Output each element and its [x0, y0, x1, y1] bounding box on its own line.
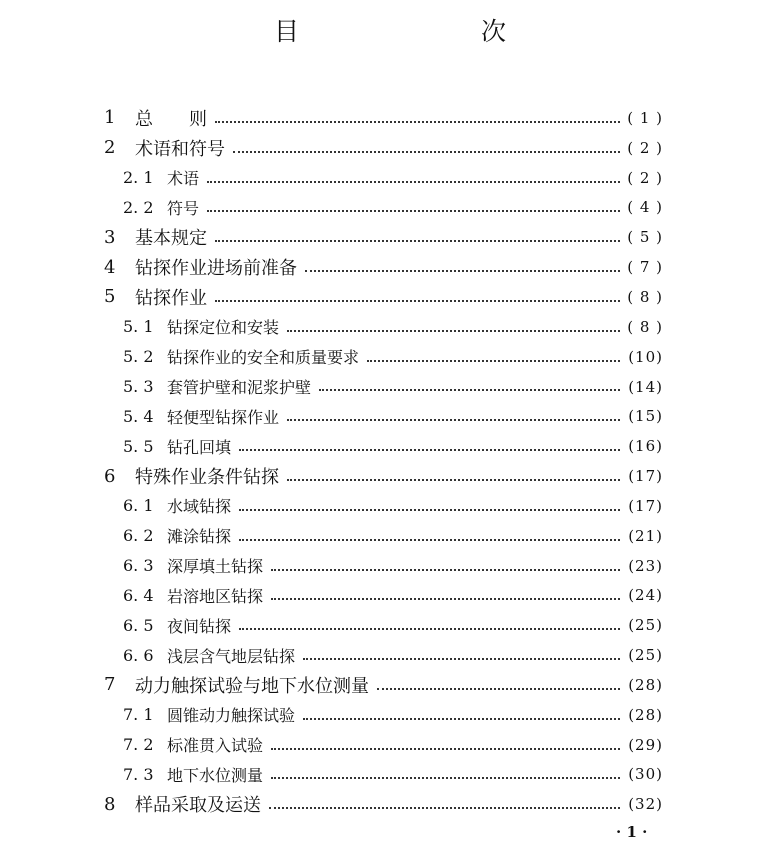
- toc-leader-dots: [367, 360, 620, 362]
- toc-entry-title: 标准贯入试验: [167, 736, 264, 756]
- toc-entry[interactable]: [0, 610, 780, 640]
- toc-entry[interactable]: [0, 103, 780, 133]
- toc-entry[interactable]: [0, 282, 780, 312]
- toc-entry-title: 夜间钻探: [167, 616, 232, 636]
- toc-leader-dots: [233, 151, 620, 153]
- toc-entry-number: 6. 6: [123, 645, 154, 665]
- toc-entry-title: 总 则: [135, 108, 207, 130]
- toc-entry-number: 7. 1: [123, 705, 154, 725]
- toc-entry-title: 地下水位测量: [167, 765, 264, 785]
- toc-entry-title: 钻孔回填: [167, 437, 232, 457]
- toc-entry[interactable]: [0, 312, 780, 342]
- toc-entry-page: (28): [628, 705, 663, 724]
- toc-leader-dots: [271, 748, 620, 750]
- toc-entry-title: 符号: [167, 198, 200, 218]
- toc-entry-number: 6. 4: [123, 585, 154, 605]
- toc-entry-page: (29): [628, 735, 663, 754]
- toc-leader-dots: [305, 270, 620, 272]
- toc-leader-dots: [239, 449, 620, 451]
- toc-entry[interactable]: [0, 401, 780, 431]
- toc-entry-page: ( 4 ): [627, 198, 663, 217]
- toc-leader-dots: [269, 807, 620, 809]
- toc-entry-page: ( 2 ): [627, 168, 663, 187]
- toc-leader-dots: [207, 210, 620, 212]
- toc-leader-dots: [271, 569, 620, 571]
- toc-entry-page: ( 5 ): [627, 228, 663, 247]
- toc-entry-number: 1: [104, 107, 116, 129]
- toc-entry[interactable]: [0, 789, 780, 819]
- toc-entry[interactable]: [0, 222, 780, 252]
- toc-entry-number: 3: [104, 226, 116, 248]
- toc-leader-dots: [319, 389, 620, 391]
- toc-entry-number: 5. 4: [123, 406, 154, 426]
- toc-entry-title: 圆锥动力触探试验: [167, 706, 296, 726]
- table-of-contents: [0, 103, 780, 819]
- toc-entry-number: 6. 3: [123, 556, 154, 576]
- toc-entry[interactable]: [0, 491, 780, 521]
- toc-leader-dots: [271, 777, 620, 779]
- toc-leader-dots: [239, 539, 620, 541]
- toc-leader-dots: [377, 688, 620, 690]
- toc-leader-dots: [215, 300, 620, 302]
- page-number-footer: · 1 ·: [616, 823, 648, 841]
- toc-entry[interactable]: [0, 700, 780, 730]
- toc-entry[interactable]: [0, 760, 780, 790]
- toc-entry-page: (30): [628, 765, 663, 784]
- toc-entry[interactable]: [0, 193, 780, 223]
- toc-entry-title: 浅层含气地层钻探: [167, 646, 296, 666]
- toc-entry-page: ( 2 ): [627, 138, 663, 157]
- toc-entry-title: 钻探作业进场前准备: [135, 258, 297, 280]
- toc-entry-title: 钻探作业: [135, 287, 207, 309]
- toc-entry-title: 深厚填土钻探: [167, 557, 264, 577]
- toc-leader-dots: [239, 509, 620, 511]
- toc-entry-number: 6. 2: [123, 526, 154, 546]
- toc-leader-dots: [303, 658, 620, 660]
- page-title: 目 次: [273, 17, 550, 46]
- toc-entry-number: 5. 1: [123, 317, 154, 337]
- toc-entry-number: 5: [104, 286, 116, 308]
- toc-entry-page: (17): [628, 496, 663, 515]
- toc-leader-dots: [239, 628, 620, 630]
- toc-entry[interactable]: [0, 372, 780, 402]
- toc-entry-number: 5. 3: [123, 377, 154, 397]
- toc-entry-page: (15): [628, 407, 663, 426]
- toc-entry-title: 水域钻探: [167, 497, 232, 517]
- toc-leader-dots: [271, 598, 620, 600]
- toc-entry-title: 滩涂钻探: [167, 527, 232, 547]
- toc-entry-page: ( 1 ): [627, 108, 663, 127]
- toc-leader-dots: [287, 479, 620, 481]
- toc-entry-title: 钻探作业的安全和质量要求: [167, 348, 360, 368]
- toc-entry-page: ( 7 ): [627, 258, 663, 277]
- toc-entry-title: 特殊作业条件钻探: [135, 467, 279, 489]
- toc-entry[interactable]: [0, 551, 780, 581]
- toc-entry[interactable]: [0, 640, 780, 670]
- toc-entry-number: 6: [104, 465, 116, 487]
- toc-entry-page: (25): [628, 616, 663, 635]
- toc-entry-title: 套管护壁和泥浆护壁: [167, 378, 312, 398]
- toc-leader-dots: [287, 330, 620, 332]
- toc-entry-number: 8: [104, 793, 116, 815]
- toc-entry-page: ( 8 ): [627, 287, 663, 306]
- toc-entry-title: 轻便型钻探作业: [167, 407, 280, 427]
- toc-entry-title: 术语: [167, 169, 200, 189]
- toc-entry-page: (28): [628, 675, 663, 694]
- toc-entry-number: 7. 3: [123, 764, 154, 784]
- toc-entry-title: 岩溶地区钻探: [167, 586, 264, 606]
- toc-entry[interactable]: [0, 342, 780, 372]
- toc-entry-number: 5. 2: [123, 347, 154, 367]
- toc-leader-dots: [207, 181, 620, 183]
- toc-entry-page: (25): [628, 646, 663, 665]
- toc-entry[interactable]: [0, 670, 780, 700]
- toc-entry-page: (32): [628, 795, 663, 814]
- toc-entry-title: 动力触探试验与地下水位测量: [135, 675, 369, 697]
- toc-entry-page: (14): [628, 377, 663, 396]
- toc-entry[interactable]: [0, 431, 780, 461]
- toc-leader-dots: [303, 718, 620, 720]
- toc-entry-number: 7. 2: [123, 735, 154, 755]
- toc-entry-title: 基本规定: [135, 228, 207, 250]
- toc-entry-page: (17): [628, 467, 663, 486]
- toc-entry[interactable]: [0, 163, 780, 193]
- toc-entry-title: 术语和符号: [135, 138, 225, 160]
- toc-entry-page: (21): [628, 526, 663, 545]
- toc-entry-page: (10): [628, 347, 663, 366]
- toc-entry-number: 4: [104, 256, 116, 278]
- toc-entry[interactable]: [0, 521, 780, 551]
- toc-entry-page: (16): [628, 437, 663, 456]
- toc-entry-page: ( 8 ): [627, 317, 663, 336]
- toc-entry[interactable]: [0, 581, 780, 611]
- toc-entry-number: 5. 5: [123, 436, 154, 456]
- toc-entry[interactable]: [0, 730, 780, 760]
- toc-entry[interactable]: [0, 461, 780, 491]
- toc-entry-number: 7: [104, 674, 116, 696]
- toc-entry-page: (23): [628, 556, 663, 575]
- toc-entry-page: (24): [628, 586, 663, 605]
- toc-entry-number: 6. 5: [123, 615, 154, 635]
- toc-entry[interactable]: [0, 133, 780, 163]
- toc-entry-number: 6. 1: [123, 496, 154, 516]
- toc-entry-number: 2. 2: [123, 197, 154, 217]
- toc-entry-number: 2. 1: [123, 168, 154, 188]
- toc-entry[interactable]: [0, 252, 780, 282]
- toc-entry-title: 样品采取及运送: [135, 795, 261, 817]
- toc-entry-number: 2: [104, 137, 116, 159]
- toc-leader-dots: [287, 419, 620, 421]
- toc-leader-dots: [215, 240, 620, 242]
- toc-entry-title: 钻探定位和安装: [167, 318, 280, 338]
- toc-leader-dots: [215, 121, 620, 123]
